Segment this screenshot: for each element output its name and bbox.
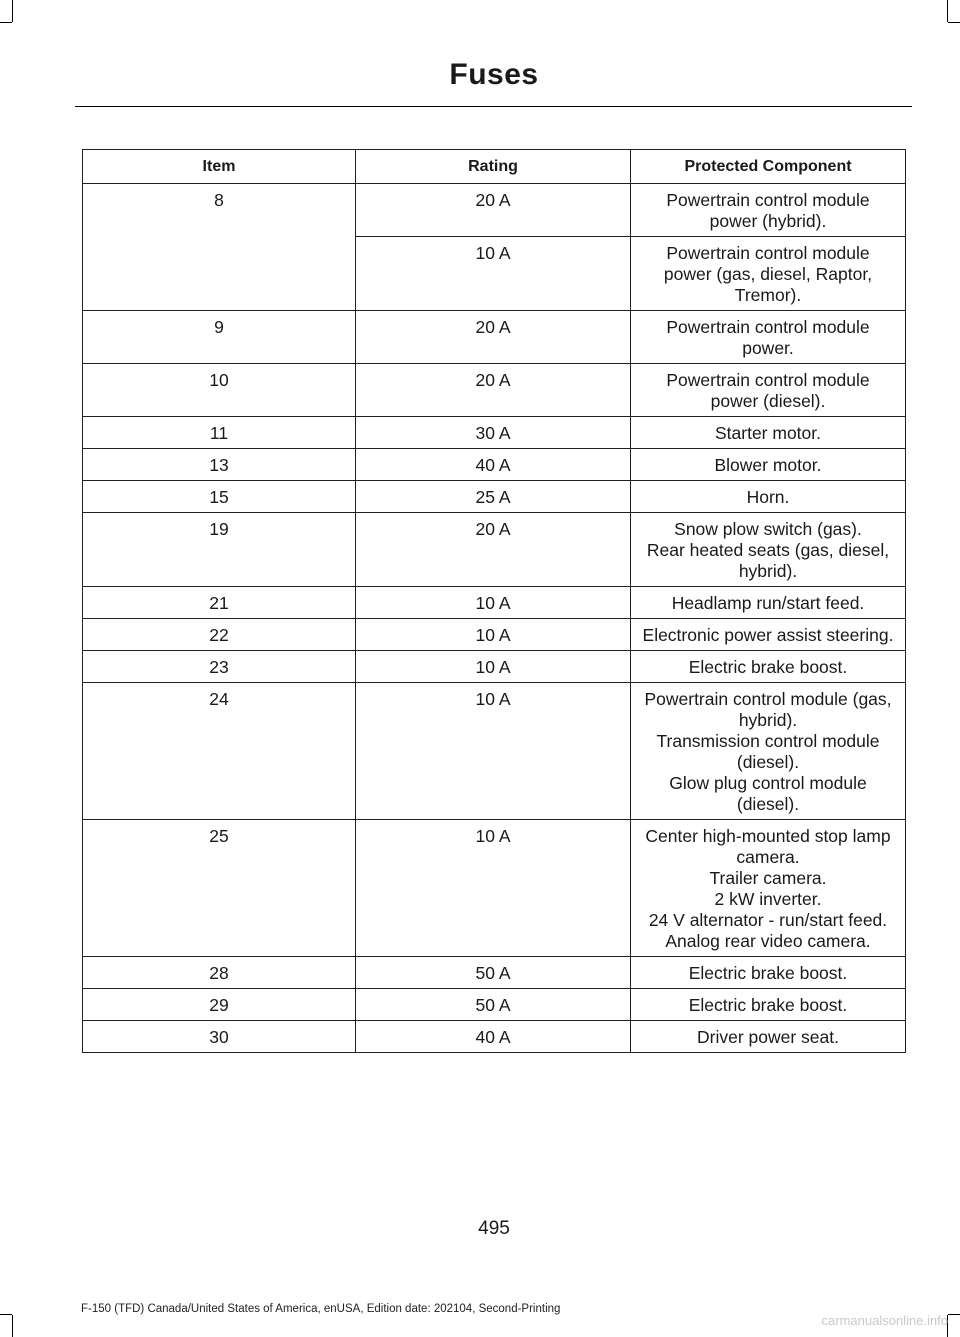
fuse-rating: 10 A <box>356 619 631 651</box>
protected-component-line: Electronic power assist steering. <box>642 625 894 645</box>
table-row <box>83 364 906 417</box>
protected-component-line: Center high-mounted stop lamp camera. <box>645 826 891 867</box>
column-header-protected-component: Protected Component <box>631 150 906 184</box>
protected-component <box>631 820 906 957</box>
fuse-item-number: 15 <box>83 481 356 513</box>
table-row <box>83 957 906 989</box>
fuse-rating: 20 A <box>356 311 631 364</box>
protected-component-line: Powertrain control module power (gas, diesel, Raptor, Tremor). <box>663 243 873 305</box>
protected-component <box>631 449 906 481</box>
protected-component-line: Headlamp run/start feed. <box>671 593 865 613</box>
fuse-table-body <box>83 184 906 1053</box>
fuse-item-number: 23 <box>83 651 356 683</box>
table-row <box>83 587 906 619</box>
table-row <box>83 989 906 1021</box>
protected-component-line: Powertrain control module (gas, hybrid). <box>644 689 892 730</box>
protected-component-line: Rear heated seats (gas, diesel, hybrid). <box>646 540 890 581</box>
protected-component-line: Electric brake boost. <box>688 963 848 983</box>
protected-component <box>631 237 906 311</box>
table-row <box>83 513 906 587</box>
column-header-rating: Rating <box>356 150 631 184</box>
fuse-table <box>82 149 906 1053</box>
crop-mark-top-left <box>0 22 12 23</box>
fuse-rating: 10 A <box>356 651 631 683</box>
protected-component <box>631 989 906 1021</box>
protected-component-line: 2 kW inverter. <box>714 889 822 909</box>
table-row <box>83 417 906 449</box>
protected-component <box>631 311 906 364</box>
fuse-rating: 50 A <box>356 957 631 989</box>
table-row <box>83 820 906 957</box>
protected-component-line: Electric brake boost. <box>688 657 848 677</box>
fuse-item-number: 10 <box>83 364 356 417</box>
fuse-item-number: 9 <box>83 311 356 364</box>
table-row <box>83 1021 906 1053</box>
header-divider <box>75 106 912 107</box>
protected-component <box>631 651 906 683</box>
fuse-item-number: 24 <box>83 683 356 820</box>
column-header-item: Item <box>83 150 356 184</box>
protected-component <box>631 513 906 587</box>
footer-edition-text: F-150 (TFD) Canada/United States of America, enUSA, Edition date: 202104, Second-Printing <box>81 1303 561 1315</box>
fuse-item-number: 28 <box>83 957 356 989</box>
protected-component-line: Driver power seat. <box>697 1027 839 1047</box>
protected-component-line: Transmission control module (diesel). <box>656 731 880 772</box>
table-row <box>83 449 906 481</box>
fuse-item-number: 22 <box>83 619 356 651</box>
protected-component <box>631 417 906 449</box>
fuse-rating: 20 A <box>356 513 631 587</box>
fuse-rating: 20 A <box>356 184 631 237</box>
table-header-row <box>83 150 906 184</box>
fuse-rating: 30 A <box>356 417 631 449</box>
table-row <box>83 619 906 651</box>
fuse-item-number: 29 <box>83 989 356 1021</box>
protected-component-line: Starter motor. <box>714 423 821 443</box>
crop-mark-bottom-left <box>12 1315 13 1337</box>
protected-component <box>631 1021 906 1053</box>
fuse-rating: 10 A <box>356 587 631 619</box>
fuse-item-number: 13 <box>83 449 356 481</box>
crop-mark-top-right <box>948 22 960 23</box>
protected-component-line: 24 V alternator - run/start feed. <box>648 910 888 930</box>
fuse-rating: 40 A <box>356 1021 631 1053</box>
table-row <box>83 481 906 513</box>
protected-component-line: Powertrain control module power. <box>666 317 870 358</box>
protected-component <box>631 619 906 651</box>
fuse-item-number: 25 <box>83 820 356 957</box>
protected-component-line: Snow plow switch (gas). <box>674 519 862 539</box>
crop-mark-bottom-left <box>0 1314 12 1315</box>
fuse-rating: 25 A <box>356 481 631 513</box>
protected-component <box>631 364 906 417</box>
page-number: 495 <box>478 1218 510 1239</box>
page-title: Fuses <box>449 58 539 91</box>
fuse-rating: 10 A <box>356 820 631 957</box>
fuse-rating: 40 A <box>356 449 631 481</box>
fuse-rating: 10 A <box>356 237 631 311</box>
watermark: carmanualsonline.info <box>821 1313 948 1328</box>
protected-component-line: Powertrain control module power (diesel). <box>666 370 870 411</box>
protected-component <box>631 481 906 513</box>
fuse-rating: 50 A <box>356 989 631 1021</box>
crop-mark-bottom-right <box>948 1314 960 1315</box>
fuse-item-number: 21 <box>83 587 356 619</box>
protected-component-line: Horn. <box>746 487 790 507</box>
protected-component <box>631 957 906 989</box>
fuse-rating: 10 A <box>356 683 631 820</box>
fuse-item-number: 11 <box>83 417 356 449</box>
protected-component-line: Powertrain control module power (hybrid). <box>666 190 870 231</box>
table-row <box>83 311 906 364</box>
table-row <box>83 683 906 820</box>
fuse-item-number: 8 <box>83 184 356 311</box>
protected-component-line: Glow plug control module (diesel). <box>669 773 867 814</box>
protected-component <box>631 184 906 237</box>
fuse-item-number: 30 <box>83 1021 356 1053</box>
protected-component <box>631 683 906 820</box>
table-row <box>83 184 906 237</box>
protected-component-line: Blower motor. <box>714 455 822 475</box>
protected-component-line: Analog rear video camera. <box>665 931 871 951</box>
fuse-item-number: 19 <box>83 513 356 587</box>
table-row <box>83 651 906 683</box>
protected-component <box>631 587 906 619</box>
fuse-rating: 20 A <box>356 364 631 417</box>
crop-mark-top-right <box>947 0 948 22</box>
protected-component-line: Trailer camera. <box>709 868 827 888</box>
crop-mark-top-left <box>12 0 13 22</box>
protected-component-line: Electric brake boost. <box>688 995 848 1015</box>
